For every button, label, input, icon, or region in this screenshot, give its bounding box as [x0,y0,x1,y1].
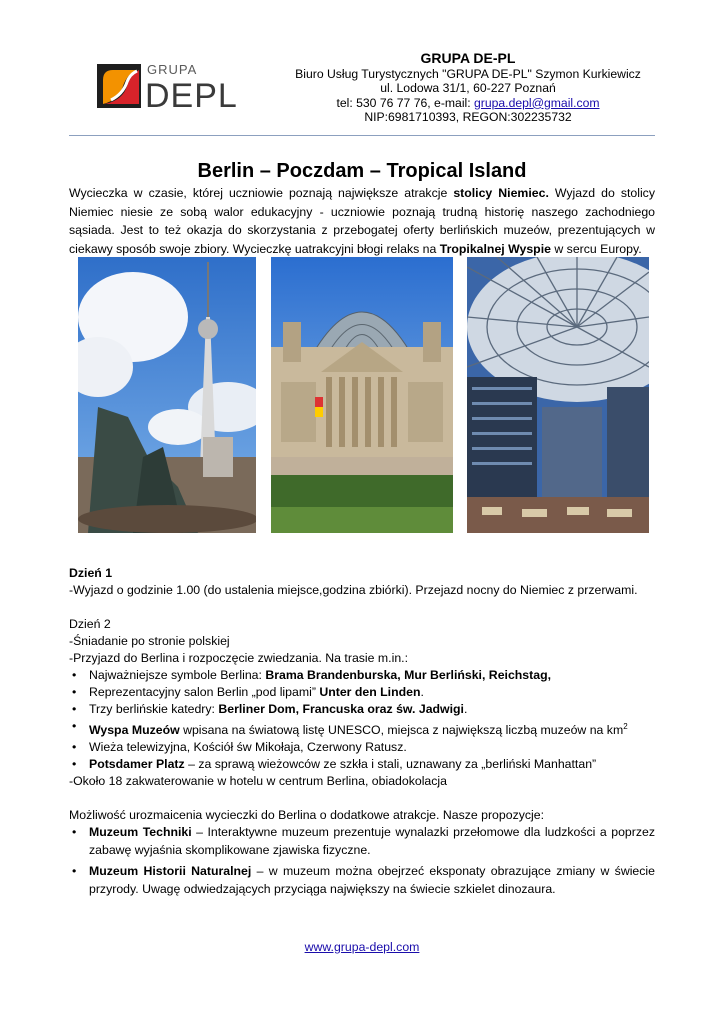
letterhead [0,0,724,140]
page-title: Berlin – Poczdam – Tropical Island [197,160,527,182]
email-link[interactable]: grupa.depl@gmail.com [474,95,600,110]
day2-line3: -Około 18 zakwaterowanie w hotelu w centrum Berlina, obiadokolacja [69,774,447,789]
header-divider [69,135,655,136]
day2-heading: Dzień 2 [69,617,111,631]
list-item: • Najważniejsze symbole Berlina: Brama Brandenburska, Mur Berliński, Reichstag, [69,667,655,684]
reichstag-photo [271,257,453,533]
address-line: ul. Lodowa 31/1, 60-227 Poznań [380,81,556,95]
program-section [69,565,655,902]
list-item: • Reprezentacyjny salon Berlin „pod lipami” Unter den Linden. [69,684,655,701]
extras-intro: Możliwość urozmaicenia wycieczki do Berlina o dodatkowe atrakcje. Nasze propozycje: [69,808,545,823]
phone-email-line: tel: 530 76 77 76, e-mail: grupa.depl@gmail.com [336,95,600,110]
extras-list [69,824,655,898]
day2-line1: -Śniadanie po stronie polskiej [69,634,230,648]
contact-block [268,51,668,125]
company-name: GRUPA DE-PL [420,50,516,66]
svg-text:GRUPA: GRUPA [147,62,198,77]
svg-text:DEPL: DEPL [145,77,238,112]
nip-regon-line: NIP:6981710393, REGON:302235732 [364,110,572,124]
website-link[interactable]: www.grupa-depl.com [304,940,420,954]
day1-text: -Wyjazd o godzinie 1.00 (do ustalenia miejsce,godzina zbiórki). Przejazd nocny do Niemiec z przerwami. [69,583,638,597]
intro-paragraph: Wycieczka w czasie, której uczniowie poznają największe atrakcje stolicy Niemiec. Wyjazd do stolicy Niemiec niesie ze sobą walor edukacyjny - uczniowie poznają trudną historię naszego zachodniego sąsiada. Jest to też okazja do skorzystania z przebogatej oferty berlińskich muzeów, prezentujących w ciekawy sposób swoje zbiory. Wycieczkę uatrakcyjni błogi relaks na Tropikalnej Wyspie w sercu Europy. [69,186,655,256]
day2-list [69,667,655,773]
day1-heading: Dzień 1 [69,566,113,580]
list-item: • Muzeum Techniki – Interaktywne muzeum prezentuje wynalazki przełomowe dla ludzkości a poprzez zabawę wyjaśnia skomplikowane zjawiska fizyczne. [69,824,655,859]
footer [0,940,724,954]
list-item: • Muzeum Historii Naturalnej – w muzeum można obejrzeć eksponaty obrazujące zmiany w świecie przyrody. Uwagę odwiedzających przyciąga największy na świecie szkielet dinozaura. [69,863,655,898]
agency-line: Biuro Usług Turystycznych "GRUPA DE-PL" Szymon Kurkiewicz [295,66,641,81]
list-item: • Potsdamer Platz – za sprawą wieżowców ze szkła i stali, uznawany za „berliński Manhattan” [69,756,655,773]
list-item: • Wieża telewizyjna, Kościół św Mikołaja, Czerwony Ratusz. [69,739,655,756]
list-item: • Wyspa Muzeów wpisana na światową listę UNESCO, miejsca z największą liczbą muzeów na $km^2$ [69,718,655,739]
sony-center-photo [467,257,649,533]
company-logo [97,60,252,112]
list-item: • Trzy berlińskie katedry: Berliner Dom, Francuska oraz św. Jadwigi. [69,701,655,718]
day2-line2: -Przyjazd do Berlina i rozpoczęcie zwiedzania. Na trasie m.in.: [69,651,408,665]
tv-tower-photo [78,257,256,533]
